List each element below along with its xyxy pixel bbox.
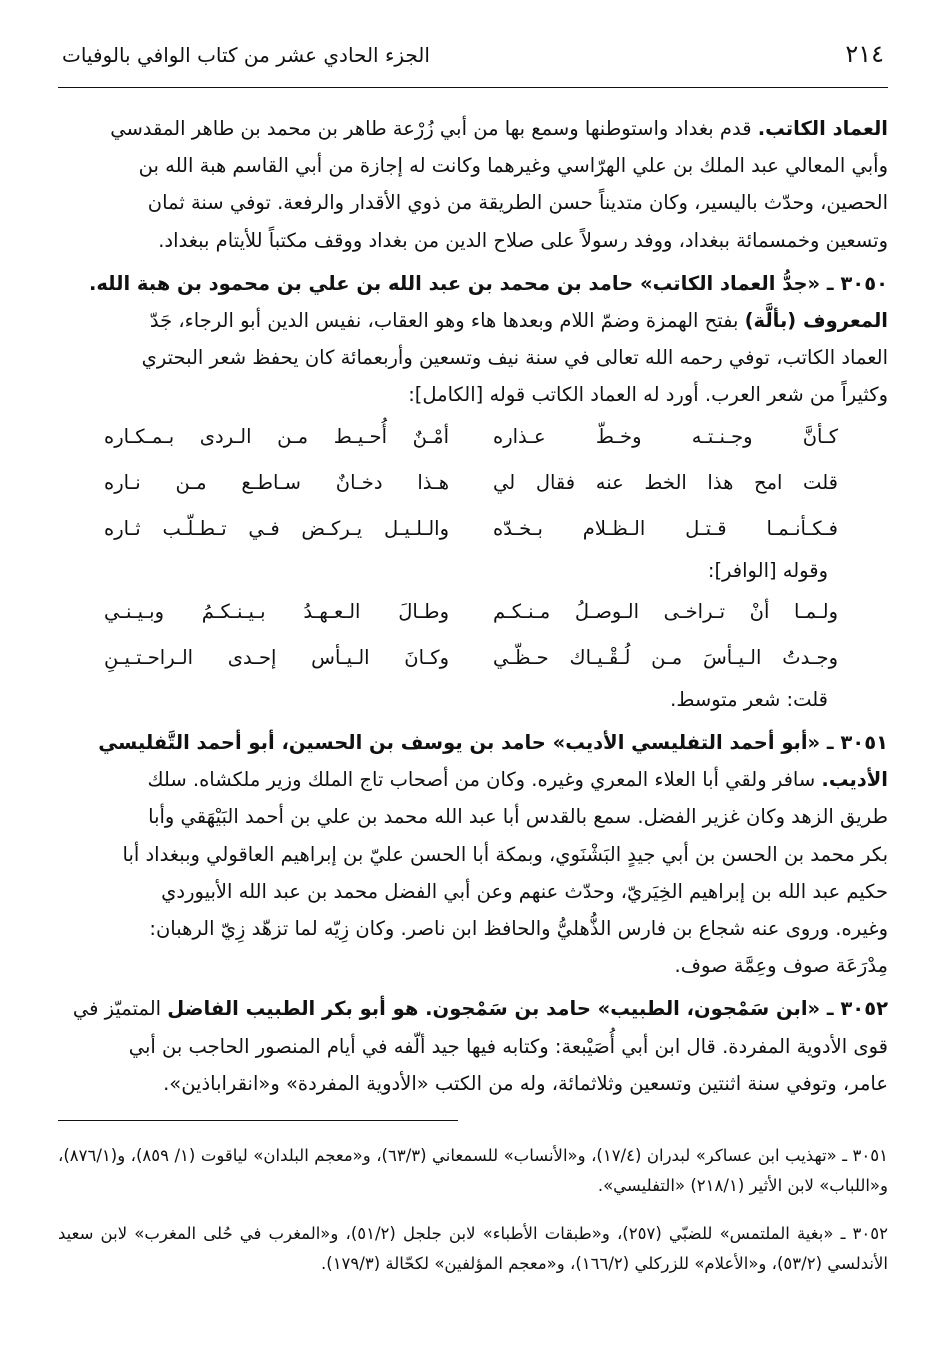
entry-3051-line: مِدْرَعَة صوف وعِمَّة صوف.: [674, 954, 888, 978]
intro-line-4: وتسعين وخمسمائة ببغداد، ووفد رسولاً على صلاح الدين من بغداد ووقف مكتباً للأيتام ببغداد.: [158, 228, 888, 252]
entry-3052-line: قوى الأدوية المفردة. قال ابن أبي أُصَيْبعة: وكتابه فيها جيد ألّفه في أيام المنصور الحاجب بن أبي: [128, 1034, 888, 1058]
intro-line-1-rest: قدم بغداد واستوطنها وسمع بها من أبي زُرْعة طاهر بن محمد بن طاهر المقدسي: [110, 117, 758, 140]
entry-3051-line: وغيره. وروى عنه شجاع بن فارس الذُّهليُّ والحافظ ابن ناصر. وكان زِيّه لما تزهّد زِيّ الرهبان:: [149, 917, 888, 941]
verse-second-hemistich: وكـانَ الـيـأس إحـدى الـراحـتـيـنِ: [104, 645, 449, 669]
page-number: ٢١٤: [845, 40, 884, 68]
entry-3051-line: طريق الزهد وكان غزير الفضل. سمع بالقدس أبا عبد الله محمد بن علي بن أحمد البَيْهَقي وأبا: [148, 805, 888, 829]
entry-3050-heading: ٣٠٥٠ ـ «جدُّ العماد الكاتب» حامد بن محمد بن عبد الله بن علي بن محمود بن هبة الله.: [88, 271, 888, 295]
verse-first-hemistich: قلت امح هذا الخط عنه فقال لي: [493, 470, 838, 494]
book-page: [58, 40, 888, 1297]
intro-line-1: [58, 110, 888, 147]
verse-line: [58, 635, 888, 681]
poem-wafir-intro: وقوله [الوافر]:: [707, 558, 828, 582]
footnote-divider: [58, 1120, 458, 1121]
poem-wafir: [58, 589, 888, 681]
entry-3051-line: بكر محمد بن الحسن بن أبي جيدٍ البَشْنَوي، وبمكة أبا الحسن عليّ بن إبراهيم العاقولي وببغداد أبا: [122, 842, 888, 866]
verse-second-hemistich: أمْـنٌ أُحـيـط مـن الـردى بـمـكـاره: [104, 424, 449, 448]
running-header: [58, 40, 888, 88]
main-text: [58, 110, 888, 1102]
verse-second-hemistich: وطـالَ الـعـهـدُ بـيـنـكـمُ وبـيـنـي: [104, 599, 449, 623]
entry-3052-line: عامر، وتوفي سنة اثنتين وتسعين وثلاثمائة، وله من الكتب «الأدوية المفردة» و«انقراباذين».: [163, 1071, 888, 1095]
entry-3051-heading: ٣٠٥١ ـ «أبو أحمد التفليسي الأديب» حامد بن يوسف بن الحسين، أبو أحمد التَّفليسي: [98, 731, 888, 755]
intro-name: العماد الكاتب.: [757, 117, 888, 140]
entry-3051-line-1: الأديب. سافر ولقي أبا العلاء المعري وغيره. وكان من أصحاب تاج الملك وزير ملكشاه. سلك: [147, 768, 888, 792]
intro-line-2: وأبي المعالي عبد الملك بن علي الهرّاسي وغيرهما وكانت له إجازة من أبي القاسم هبة الله بن: [138, 154, 888, 178]
verse-line: [58, 506, 888, 552]
footnote-3051: ٣٠٥١ ـ «تهذيب ابن عساكر» لبدران (١٧/٤)، و«الأنساب» للسمعاني (٦٣/٣)، و«معجم البلدان» لياقوت (١/ ٨٥٩)، و(٨٧٦/١)، و«اللباب» لابن الأثير (٢١٨/١) «التفليسي».: [58, 1146, 888, 1196]
editor-comment: قلت: شعر متوسط.: [670, 687, 828, 711]
verse-line: [58, 589, 888, 635]
verse-first-hemistich: كـأنَّ وجـنـتـه وخـطّ عـذاره: [493, 424, 838, 448]
entry-3050-line-1: المعروف (بألَّة) بفتح الهمزة وضمّ اللام وبعدها هاء وهو العقاب، نفيس الدين أبو الرجاء، جَدّ: [149, 309, 888, 333]
verse-first-hemistich: وجـدتُ الـيـأسَ مـن لُـقْـيـاك حـظّـي: [493, 645, 838, 669]
intro-line-3: الحصين، وحدّث باليسير، وكان متديناً حسن الطريقة من ذوي الأقدار والرفعة. توفي سنة ثمان: [147, 191, 888, 215]
poem-kamil: [58, 414, 888, 552]
verse-first-hemistich: ولـمـا أنْ تـراخـى الـوصـلُ مـنـكـم: [493, 599, 838, 623]
entry-3050-line-2: العماد الكاتب، توفي رحمه الله تعالى في سنة نيف وتسعين وأربعمائة كان يحفظ شعر البحتري: [141, 346, 888, 370]
verse-line: [58, 460, 888, 506]
footnote-3052: ٣٠٥٢ ـ «بغية الملتمس» للضبّي (٢٥٧)، و«طبقات الأطباء» لابن جلجل (٥١/٢)، و«المغرب في حُلى المغرب» لابن سعيد الأندلسي (٥٣/٢)، و«الأعلام» للزركلي (١٦٦/٢)، و«معجم المؤلفين» لكحّالة (١٧٩/٣).: [58, 1224, 888, 1274]
footnotes: [58, 1141, 888, 1279]
entry-3051-line: حكيم عبد الله بن إبراهيم الخِيَريّ، وحدّث عنهم وعن أبي الفضل محمد بن عبد الله الأبيوردي: [161, 879, 888, 903]
entry-3052-heading: ٣٠٥٢ ـ «ابن سَمْجون، الطبيب» حامد بن سَمْجون. هو أبو بكر الطبيب الفاضل المتميّز في: [72, 997, 888, 1021]
verse-line: [58, 414, 888, 460]
running-title: الجزء الحادي عشر من كتاب الوافي بالوفيات: [62, 43, 430, 67]
verse-first-hemistich: فـكـأنـمـا قـتـل الـظـلام بـخـدّه: [493, 516, 838, 540]
verse-second-hemistich: هـذا دخـانٌ سـاطـع مـن نـاره: [104, 470, 449, 494]
verse-second-hemistich: والـلـيـل يـركـض فـي تـطـلّـب ثـاره: [104, 516, 449, 540]
entry-3050-line-3: وكثيراً من شعر العرب. أورد له العماد الكاتب قوله [الكامل]:: [408, 383, 888, 407]
